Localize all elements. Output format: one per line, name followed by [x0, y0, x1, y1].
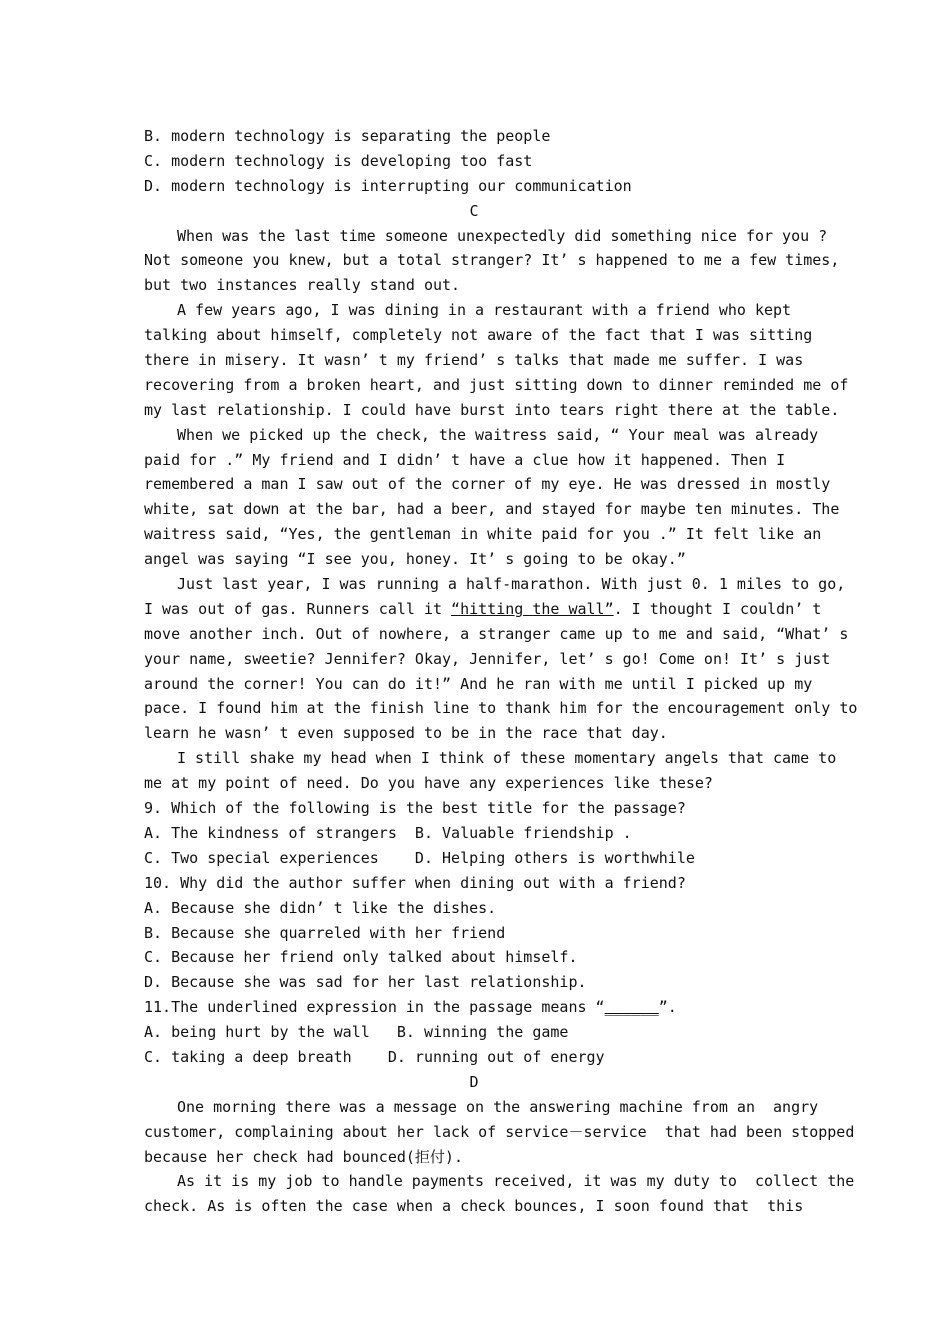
- paragraph-line: waitress said, “Yes, the gentleman in white paid for you .” It felt like an: [144, 525, 822, 544]
- text-run: I was out of gas. Runners call it: [144, 599, 452, 618]
- paragraph-line: your name, sweetie? Jennifer? Okay, Jennifer, let’ s go! Come on! It’ s just: [144, 649, 831, 668]
- text-run: 11.The underlined expression in the passage means “: [144, 998, 605, 1017]
- paragraph-line: When we picked up the check, the waitress said, “ Your meal was already: [177, 425, 819, 444]
- option-line: C. taking a deep breath D. running out of energy: [144, 1047, 605, 1066]
- paragraph-line: I still shake my head when I think of these momentary angels that came to: [177, 749, 837, 768]
- option-line: C. Because her friend only talked about himself.: [144, 948, 578, 967]
- paragraph-line: move another inch. Out of nowhere, a stranger came up to me and said, “What’ s: [144, 624, 849, 643]
- question-stem: 9. Which of the following is the best title for the passage?: [144, 799, 686, 818]
- paragraph-line: Just last year, I was running a half-marathon. With just 0. 1 miles to go,: [177, 575, 846, 594]
- paragraph-line: customer, complaining about her lack of service－service that had been stopped: [144, 1122, 855, 1141]
- text-run: . I thought I couldn’ t: [613, 599, 822, 618]
- paragraph-line: talking about himself, completely not aware of the fact that I was sitting: [144, 326, 813, 345]
- question-stem: 10. Why did the author suffer when dining out with a friend?: [144, 873, 686, 892]
- option-line: B. modern technology is separating the people: [144, 127, 551, 145]
- option-line: A. The kindness of strangers B. Valuable friendship .: [144, 823, 632, 842]
- paragraph-line: One morning there was a message on the answering machine from an angry: [177, 1097, 819, 1116]
- paragraph-line: check. As is often the case when a check bounces, I soon found that this: [144, 1197, 804, 1216]
- paragraph-line: A few years ago, I was dining in a restaurant with a friend who kept: [177, 301, 792, 320]
- paragraph-line: learn he wasn’ t even supposed to be in the race that day.: [144, 724, 668, 743]
- paragraph-line: remembered a man I saw out of the corner of my eye. He was dressed in mostly: [144, 475, 831, 494]
- paragraph-line: As it is my job to handle payments received, it was my duty to collect the: [177, 1172, 855, 1191]
- paragraph-line: [144, 597, 822, 622]
- paragraph-line: my last relationship. I could have burst into tears right there at the table.: [144, 400, 840, 419]
- document-page: [144, 124, 858, 1219]
- paragraph-line: pace. I found him at the finish line to thank him for the encouragement only to: [144, 699, 858, 718]
- paragraph-line: there in misery. It wasn’ t my friend’ s talks that made me suffer. I was: [144, 351, 804, 370]
- option-line: A. being hurt by the wall B. winning the game: [144, 1023, 569, 1042]
- underlined-expression: “hitting the wall”: [451, 599, 614, 618]
- paragraph-line: When was the last time someone unexpectedly did something nice for you ?: [177, 226, 828, 245]
- text-run: ”.: [658, 998, 677, 1017]
- paragraph-line: me at my point of need. Do you have any experiences like these?: [144, 774, 713, 793]
- paragraph-line: white, sat down at the bar, had a beer, and stayed for maybe ten minutes. The: [144, 500, 840, 519]
- question-stem: [144, 995, 814, 1020]
- section-heading-d: D: [469, 1072, 479, 1091]
- option-line: B. Because she quarreled with her friend: [144, 923, 506, 942]
- option-line: A. Because she didn’ t like the dishes.: [144, 898, 497, 917]
- paragraph-line: around the corner! You can do it!” And he ran with me until I picked up my: [144, 674, 813, 693]
- answer-blank: ______: [604, 998, 659, 1017]
- section-heading-c: C: [469, 201, 479, 220]
- paragraph-line: paid for .” My friend and I didn’ t have a clue how it happened. Then I: [144, 450, 786, 469]
- paragraph-line: but two instances really stand out.: [144, 276, 461, 295]
- paragraph-line: Not someone you knew, but a total stranger? It’ s happened to me a few times,: [144, 251, 840, 270]
- paragraph-line: because her check had bounced(拒付).: [144, 1147, 463, 1166]
- paragraph-line: recovering from a broken heart, and just sitting down to dinner reminded me of: [144, 375, 849, 394]
- option-line: C. Two special experiences D. Helping others is worthwhile: [144, 848, 695, 867]
- paragraph-line: angel was saying “I see you, honey. It’ s going to be okay.”: [144, 550, 686, 569]
- option-line: D. modern technology is interrupting our communication: [144, 176, 632, 195]
- option-line: C. modern technology is developing too fast: [144, 151, 533, 170]
- option-line: D. Because she was sad for her last relationship.: [144, 973, 587, 992]
